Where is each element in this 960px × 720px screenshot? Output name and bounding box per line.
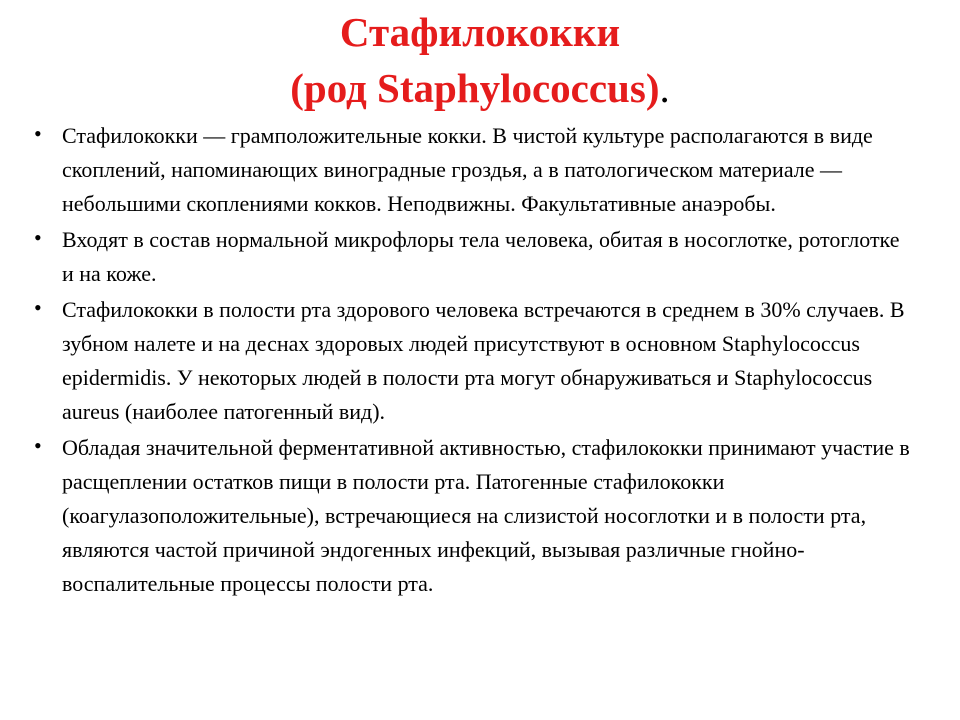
bullet-text: Стафилококки в полости рта здорового человека встречаются в среднем в 30% случаев. В зубном налете и на деснах здоровых людей присутствуют в основном Staphylococcus epidermidis. У некоторых людей в полости рта могут обнаруживаться и Staphylococcus aureus (наиболее патогенный вид). bbox=[62, 297, 905, 424]
bullet-icon: • bbox=[34, 121, 42, 146]
bullet-list bbox=[34, 119, 914, 601]
bullet-text: Обладая значительной ферментативной активностью, стафилококки принимают участие в расщеплении остатков пищи в полости рта. Патогенные стафилококки (коагулазоположительные), встречающиеся на слизистой носоглотки и в полости рта, являются частой причиной эндогенных инфекций, вызывая различные гнойно-воспалительные процессы полости рта. bbox=[62, 435, 910, 596]
bullet-item bbox=[34, 119, 914, 221]
bullet-text: Входят в состав нормальной микрофлоры тела человека, обитая в носоглотке, ротоглотке и на коже. bbox=[62, 227, 900, 286]
bullet-item bbox=[34, 223, 914, 291]
bullet-icon: • bbox=[34, 225, 42, 250]
title-line-2: (род Staphylococcus) bbox=[290, 65, 660, 111]
title-line-1: Стафилококки bbox=[339, 9, 621, 55]
bullet-icon: • bbox=[34, 433, 42, 458]
title-period: . bbox=[659, 65, 670, 111]
bullet-icon: • bbox=[34, 295, 42, 320]
bullet-item bbox=[34, 293, 914, 429]
slide-title bbox=[0, 4, 960, 116]
bullet-item bbox=[34, 431, 914, 601]
bullet-text: Стафилококки — грамположительные кокки. В чистой культуре располагаются в виде скоплений, напоминающих виноградные гроздья, а в патологическом материале — небольшими скоплениями кокков. Неподвижны. Факультативные анаэробы. bbox=[62, 123, 873, 216]
